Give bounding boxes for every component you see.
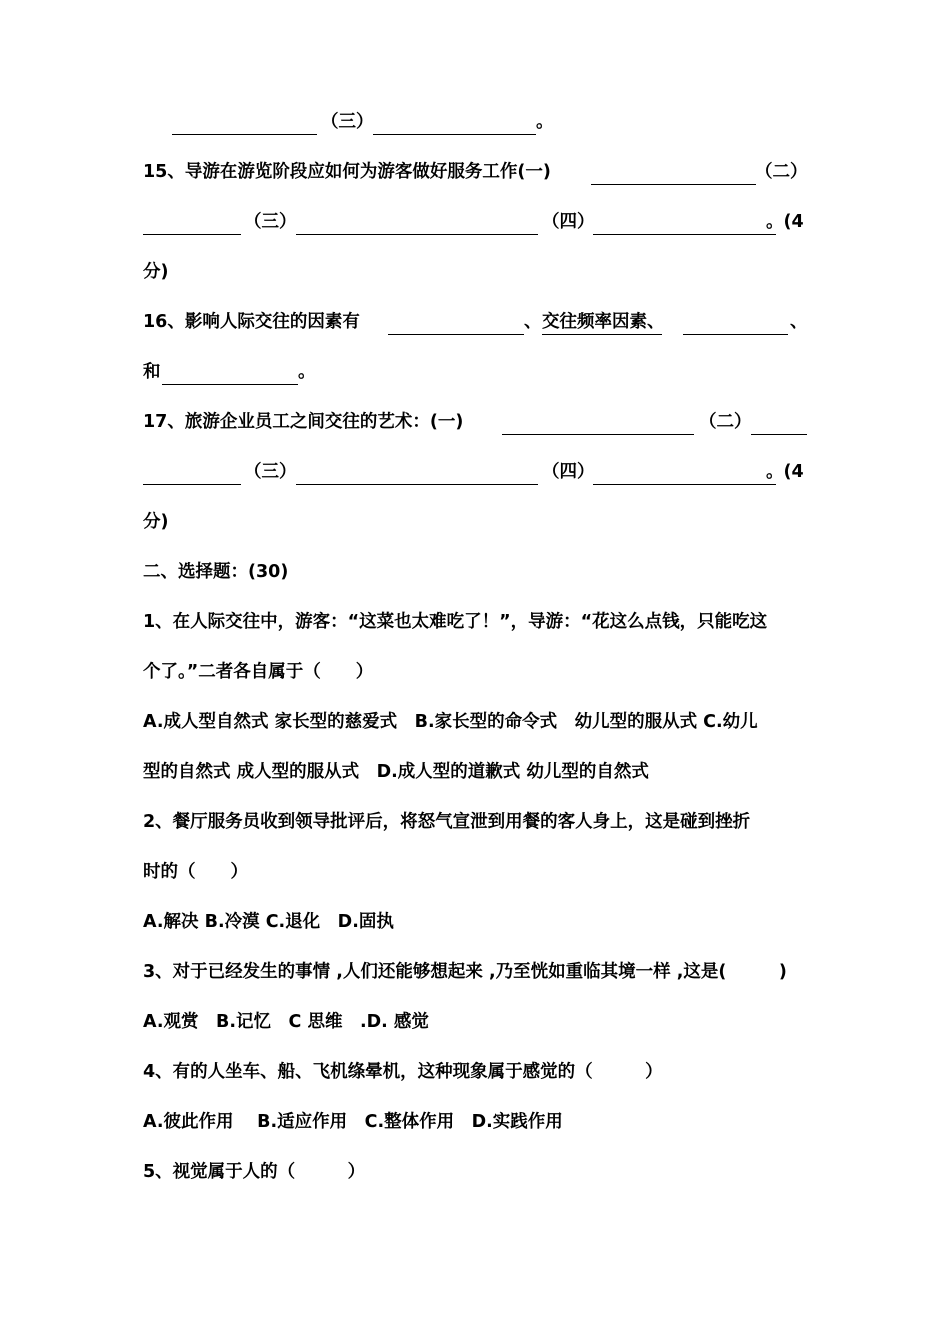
- mc1-line-2: [0, 657, 950, 687]
- blank: [388, 334, 524, 335]
- blank: [143, 234, 241, 235]
- q16-line-2: [0, 357, 950, 387]
- score-close: 分): [143, 262, 169, 282]
- part-label: （三）: [321, 112, 374, 132]
- period: 。: [536, 112, 554, 132]
- question-text: 5、视觉属于人的（ ）: [143, 1162, 366, 1182]
- q15-line-1: [0, 157, 950, 187]
- question-text: 16、影响人际交往的因素有: [143, 312, 360, 332]
- q14-tail-line: [0, 107, 950, 137]
- q15-line-2: [0, 207, 950, 237]
- score-close: 分): [143, 512, 169, 532]
- mc4-options: [0, 1107, 950, 1137]
- blank: [296, 234, 538, 235]
- options: 型的自然式 成人型的服从式 D.成人型的道歉式 幼儿型的自然式: [143, 762, 649, 782]
- blank: [502, 434, 694, 435]
- blank: [143, 484, 241, 485]
- section-2-heading: [0, 557, 950, 587]
- mc2-line-1: [0, 807, 950, 837]
- blank: [593, 234, 776, 235]
- conjunction: 和: [143, 362, 161, 382]
- q16-line-1: [0, 307, 950, 337]
- period: 。: [298, 362, 316, 382]
- blank: [172, 134, 317, 135]
- blank: [751, 434, 807, 435]
- separator: 、: [524, 312, 542, 332]
- section-title: 二、选择题：(30): [143, 562, 289, 582]
- underline: [542, 334, 662, 335]
- q17-line-2: [0, 457, 950, 487]
- q15-line-3: [0, 257, 950, 287]
- options: A.观赏 B.记忆 C 思维 .D. 感觉: [143, 1012, 429, 1032]
- score-open: 。(4: [766, 462, 804, 482]
- blank: [683, 334, 788, 335]
- question-text: 时的（ ）: [143, 862, 248, 882]
- question-text: 2、餐厅服务员收到领导批评后，将怒气宣泄到用餐的客人身上，这是碰到挫折: [143, 812, 751, 832]
- blank: [591, 184, 756, 185]
- factor-text: 交往频率因素、: [542, 312, 665, 332]
- q17-line-3: [0, 507, 950, 537]
- blank: [296, 484, 538, 485]
- q17-line-1: [0, 407, 950, 437]
- options: A.彼此作用 B.适应作用 C.整体作用 D.实践作用: [143, 1112, 563, 1132]
- mc2-options: [0, 907, 950, 937]
- separator: 、: [790, 312, 808, 332]
- part-label: （二）: [699, 412, 752, 432]
- question-text: 1、在人际交往中，游客：“这菜也太难吃了！”，导游：“花这么点钱，只能吃这: [143, 612, 768, 632]
- mc2-line-2: [0, 857, 950, 887]
- part-label: （二）: [755, 162, 808, 182]
- question-text: 4、有的人坐车、船、飞机绦晕机，这种现象属于感觉的（ ）: [143, 1062, 663, 1082]
- blank: [162, 384, 298, 385]
- mc3-line-1: [0, 957, 950, 987]
- question-text: 个了。”二者各自属于（ ）: [143, 662, 374, 682]
- mc1-options-2: [0, 757, 950, 787]
- score-open: 。(4: [766, 212, 804, 232]
- mc4-line-1: [0, 1057, 950, 1087]
- mc3-options: [0, 1007, 950, 1037]
- question-text: 15、导游在游览阶段应如何为游客做好服务工作(一): [143, 162, 551, 182]
- mc5-line-1: [0, 1157, 950, 1187]
- question-text: 17、旅游企业员工之间交往的艺术：(一): [143, 412, 464, 432]
- mc1-options-1: [0, 707, 950, 737]
- mc1-line-1: [0, 607, 950, 637]
- part-label: （四）: [542, 212, 595, 232]
- part-label: （三）: [244, 212, 297, 232]
- part-label: （四）: [542, 462, 595, 482]
- part-label: （三）: [244, 462, 297, 482]
- blank: [373, 134, 536, 135]
- options: A.解决 B.冷漠 C.退化 D.固执: [143, 912, 394, 932]
- blank: [593, 484, 776, 485]
- options: A.成人型自然式 家长型的慈爱式 B.家长型的命令式 幼儿型的服从式 C.幼儿: [143, 712, 758, 732]
- question-text: 3、对于已经发生的事情 ,人们还能够想起来 ,乃至恍如重临其境一样 ,这是( ): [143, 962, 787, 982]
